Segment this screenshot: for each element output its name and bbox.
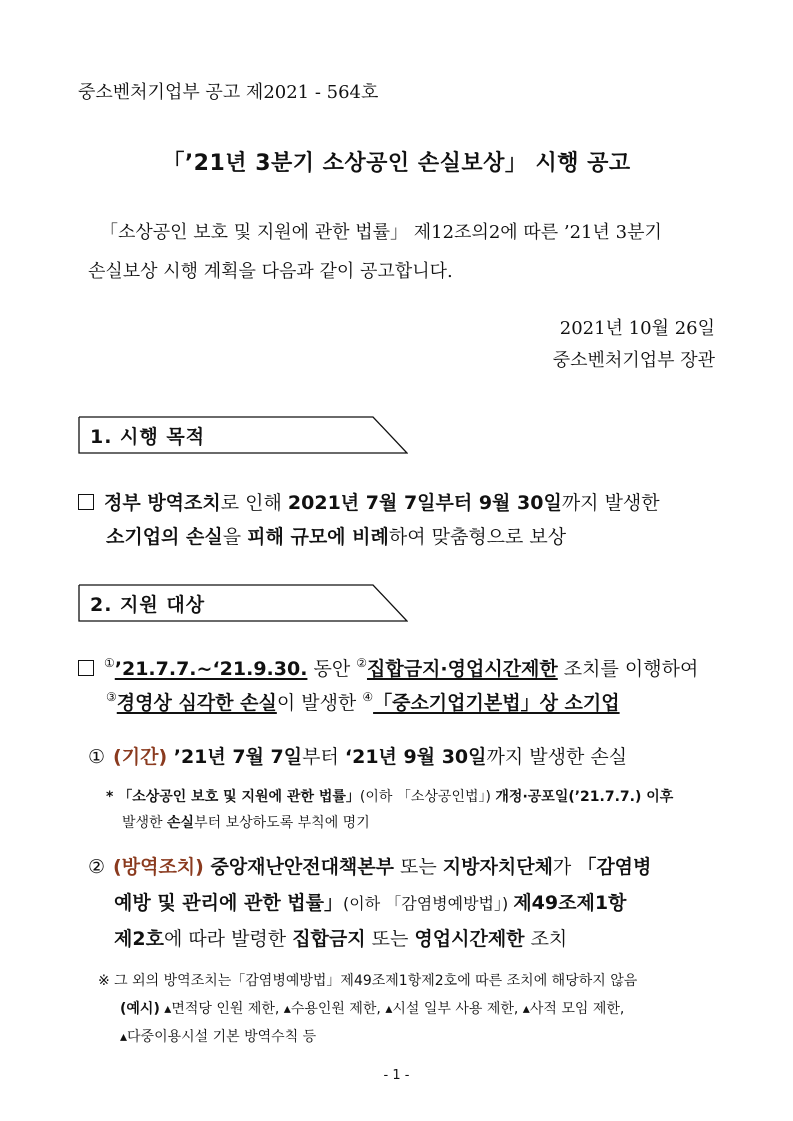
item-2-note-line-1: ※ 그 외의 방역조치는「감염병예방법」제49조제1항제2호에 따른 조치에 해당하지 않음 xyxy=(98,973,638,989)
intro-line-2: 손실보상 시행 계획을 다음과 같이 공고합니다. xyxy=(88,261,453,282)
item-2-note-line-2: (예시) ▴면적당 인원 제한, ▴수용인원 제한, ▴시설 일부 사용 제한, ▴사적 모임 제한, xyxy=(120,1001,625,1017)
section-1-line-2: 소기업의 손실을 피해 규모에 비례하여 맞춤형으로 보상 xyxy=(106,526,567,548)
notice-date: 2021년 10월 26일 xyxy=(559,318,715,339)
section-2-line-1: ①’21.7.7.~‘21.9.30. 동안 ②집합금지·영업시간제한 조치를 이행하여 xyxy=(78,654,698,681)
item-2-line-1: ② (방역조치) 중앙재난안전대책본부 또는 지방자치단체가 「감염병 xyxy=(88,856,652,878)
section-2-header xyxy=(78,584,408,622)
intro-line-1: 「소상공인 보호 및 지원에 관한 법률」 제12조의2에 따른 ’21년 3분기 xyxy=(100,222,662,243)
item-1-period: ① (기간) ’21년 7월 7일부터 ‘21년 9월 30일까지 발생한 손실 xyxy=(88,746,628,768)
item-2-line-2: 예방 및 관리에 관한 법률」(이하 「감염병예방법」) 제49조제1항 xyxy=(114,892,627,914)
checkbox-square-icon xyxy=(78,660,94,676)
item-1-note-line-1: * 「소상공인 보호 및 지원에 관한 법률」(이하 「소상공인법」) 개정·공포일(’21.7.7.) 이후 xyxy=(106,789,674,805)
checkbox-square-icon xyxy=(78,494,94,510)
label-period: (기간) xyxy=(113,746,168,768)
page-number: - 1 - xyxy=(383,1068,410,1083)
notice-number: 중소벤처기업부 공고 제2021 - 564호 xyxy=(78,82,379,103)
page-title: 「’21년 3분기 소상공인 손실보상」 시행 공고 xyxy=(162,151,631,176)
section-1-header xyxy=(78,416,408,454)
item-1-note-line-2: 발생한 손실부터 보상하도록 부칙에 명기 xyxy=(122,815,370,831)
issuer: 중소벤처기업부 장관 xyxy=(552,350,715,371)
item-2-note-line-3: ▴다중이용시설 기본 방역수칙 등 xyxy=(120,1029,317,1045)
item-2-line-3: 제2호에 따라 발령한 집합금지 또는 영업시간제한 조치 xyxy=(114,928,568,950)
section-1-line-1: 정부 방역조치로 인해 2021년 7월 7일부터 9월 30일까지 발생한 xyxy=(78,488,660,515)
section-1-title: 1. 시행 목적 xyxy=(90,426,206,448)
section-2-line-2: ③경영상 심각한 손실이 발생한 ④「중소기업기본법」상 소기업 xyxy=(106,690,620,714)
section-2-title: 2. 지원 대상 xyxy=(90,594,206,616)
label-quarantine: (방역조치) xyxy=(113,856,204,878)
